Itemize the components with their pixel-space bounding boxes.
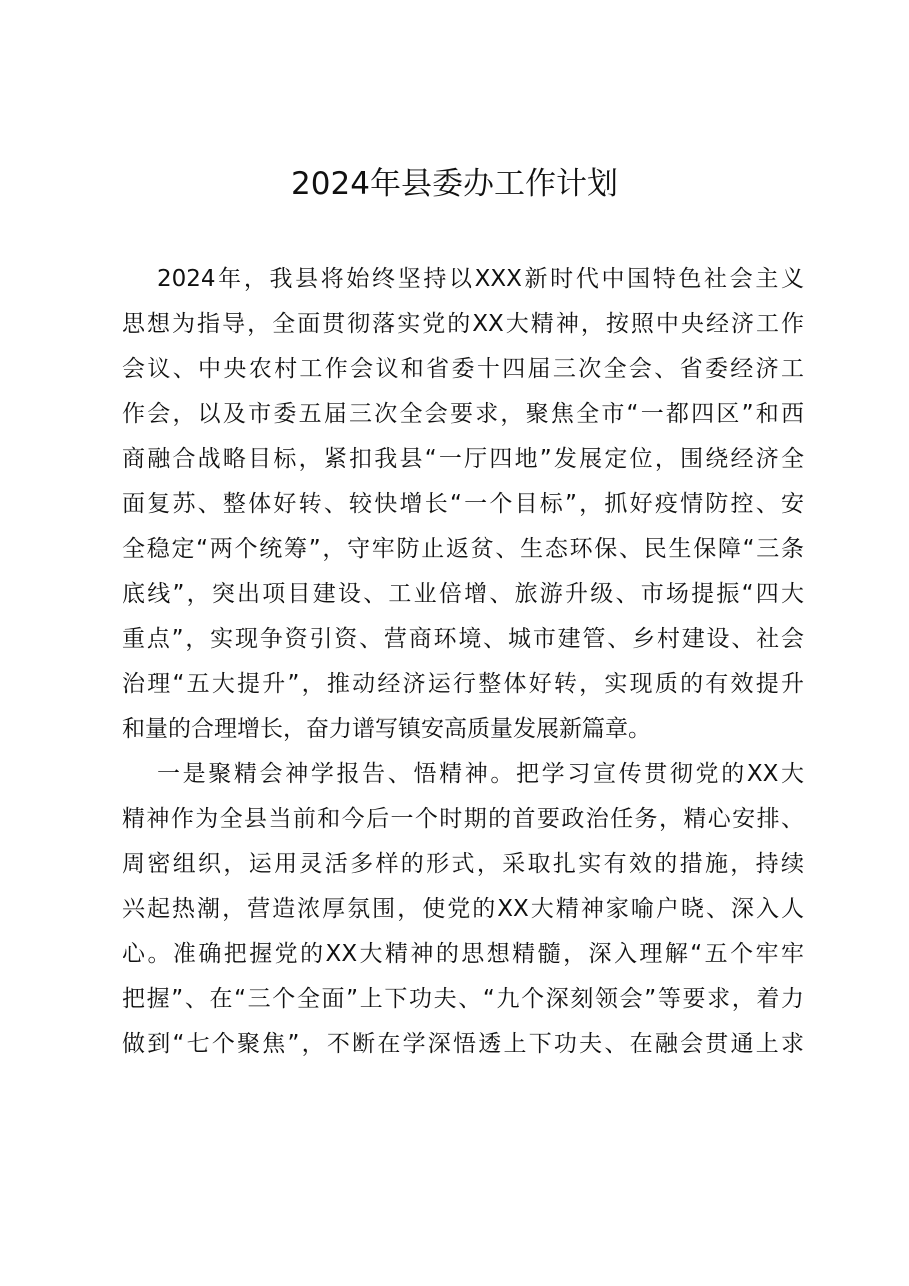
paragraph-2 bbox=[122, 752, 804, 1067]
paragraph-line: 周密组织，运用灵活多样的形式，采取扎实有效的措施，持续 bbox=[122, 851, 804, 877]
document-title: 2024年县委办工作计划 bbox=[291, 166, 618, 202]
paragraph-line: 底线”，突出项目建设、工业倍增、旅游升级、市场提振“四大 bbox=[122, 581, 804, 607]
paragraph-line: 和量的合理增长，奋力谱写镇安高质量发展新篇章。 bbox=[122, 716, 651, 742]
paragraph-line: 重点”，实现争资引资、营商环境、城市建管、乡村建设、社会 bbox=[122, 626, 804, 652]
paragraph-line: 会议、中央农村工作会议和省委十四届三次全会、省委经济工 bbox=[122, 356, 804, 382]
paragraph-line: 心。准确把握党的XX大精神的思想精髓，深入理解“五个牢牢 bbox=[122, 941, 804, 967]
paragraph-line: 把握”、在“三个全面”上下功夫、“九个深刻领会”等要求，着力 bbox=[122, 986, 804, 1012]
paragraph-1 bbox=[122, 257, 804, 752]
paragraph-line: 精神作为全县当前和今后一个时期的首要政治任务，精心安排、 bbox=[122, 806, 804, 832]
document-body bbox=[122, 257, 804, 1067]
paragraph-line: 做到“七个聚焦”，不断在学深悟透上下功夫、在融会贯通上求 bbox=[122, 1031, 804, 1057]
paragraph-line: 面复苏、整体好转、较快增长“一个目标”，抓好疫情防控、安 bbox=[122, 491, 804, 517]
paragraph-line: 兴起热潮，营造浓厚氛围，使党的XX大精神家喻户晓、深入人 bbox=[122, 896, 804, 922]
paragraph-line: 治理“五大提升”，推动经济运行整体好转，实现质的有效提升 bbox=[122, 671, 804, 697]
paragraph-line: 2024年，我县将始终坚持以XXX新时代中国特色社会主义 bbox=[157, 266, 804, 292]
paragraph-line: 作会，以及市委五届三次全会要求，聚焦全市“一都四区”和西 bbox=[122, 401, 804, 427]
paragraph-line: 一是聚精会神学报告、悟精神。把学习宣传贯彻党的XX大 bbox=[157, 761, 804, 787]
paragraph-line: 思想为指导，全面贯彻落实党的XX大精神，按照中央经济工作 bbox=[122, 311, 804, 337]
paragraph-line: 全稳定“两个统筹”，守牢防止返贫、生态环保、民生保障“三条 bbox=[122, 536, 804, 562]
paragraph-line: 商融合战略目标，紧扣我县“一厅四地”发展定位，围绕经济全 bbox=[122, 446, 804, 472]
